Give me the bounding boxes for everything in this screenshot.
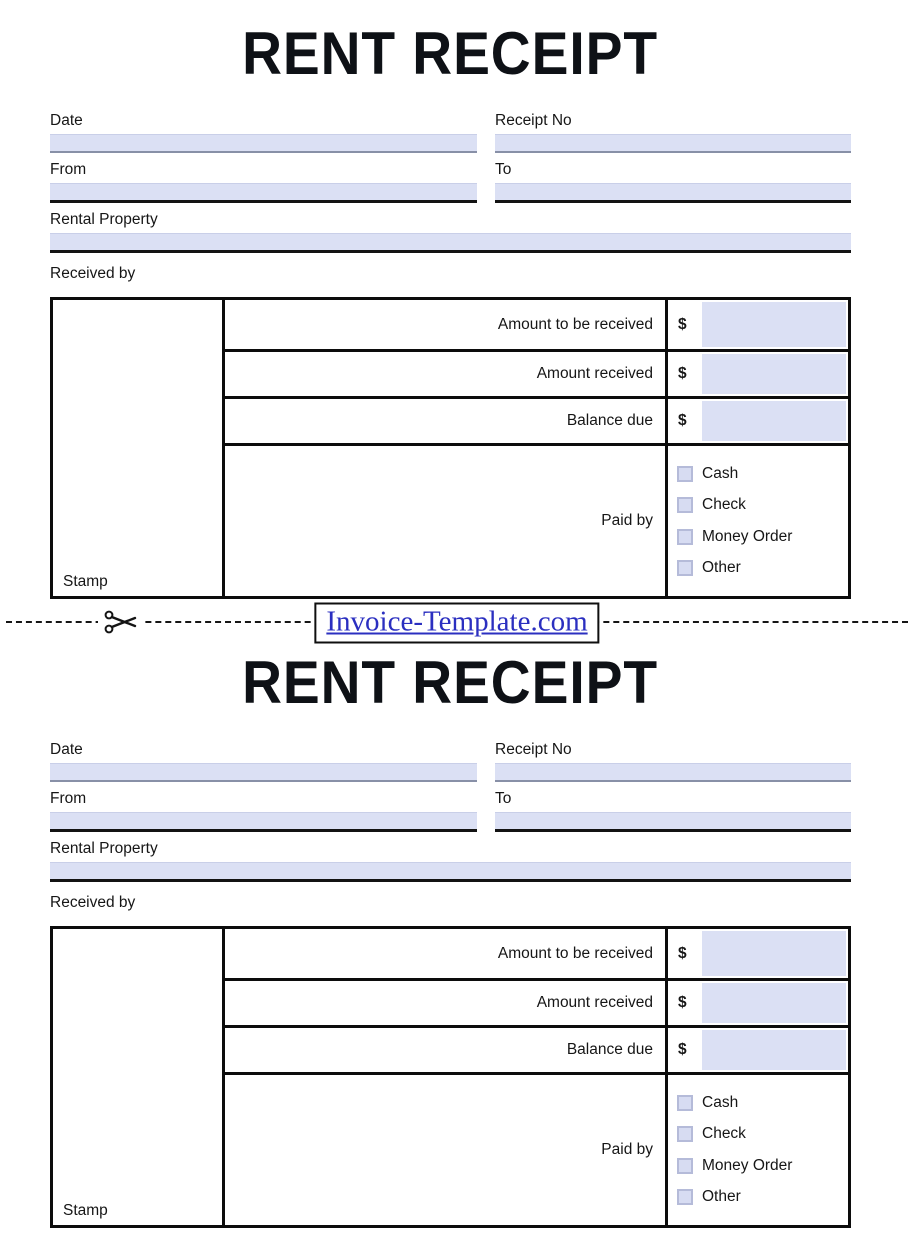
paid-by-options — [665, 446, 848, 596]
balance-due-input[interactable] — [702, 1030, 846, 1070]
rental-property-input[interactable] — [50, 862, 851, 882]
paid-by-option-check — [677, 1125, 844, 1143]
date-label: Date — [50, 112, 83, 129]
amount-received-cell — [665, 981, 848, 1028]
amount-to-be-received-input[interactable] — [702, 931, 846, 976]
date-field — [50, 112, 477, 153]
cut-line-divider — [0, 599, 914, 647]
rental-property-field — [50, 211, 851, 253]
field-row-date-receiptno — [50, 112, 851, 153]
balance-due-label: Balance due — [225, 1028, 665, 1075]
paid-by-option-other — [677, 1188, 844, 1206]
amount-to-be-received-label: Amount to be received — [225, 929, 665, 981]
amount-to-be-received-input[interactable] — [702, 302, 846, 347]
receipt-no-field — [495, 112, 851, 153]
field-row-date-receiptno — [50, 741, 851, 782]
stamp-label: Stamp — [63, 573, 108, 590]
rent-receipt-copy-1 — [50, 22, 851, 599]
field-row-from-to — [50, 790, 851, 832]
currency-symbol: $ — [678, 412, 687, 429]
stamp-cell[interactable] — [53, 300, 225, 596]
amount-received-label: Amount received — [225, 352, 665, 399]
receipt-no-label: Receipt No — [495, 741, 572, 758]
page-title-text: RENT RECEIPT — [242, 20, 659, 87]
paid-by-option-cash — [677, 465, 844, 483]
stamp-cell[interactable] — [53, 929, 225, 1225]
amount-to-be-received-label: Amount to be received — [225, 300, 665, 352]
rental-property-input[interactable] — [50, 233, 851, 253]
currency-symbol: $ — [678, 944, 687, 962]
rental-property-label: Rental Property — [50, 211, 158, 228]
receipt-no-field — [495, 741, 851, 782]
check-checkbox[interactable] — [677, 1126, 693, 1142]
currency-symbol: $ — [678, 994, 687, 1011]
cash-checkbox[interactable] — [677, 466, 693, 482]
scissors-icon — [98, 609, 144, 635]
currency-symbol: $ — [678, 315, 687, 333]
paid-by-option-other — [677, 559, 844, 577]
amount-to-be-received-cell — [665, 929, 848, 981]
money-order-checkbox[interactable] — [677, 1158, 693, 1174]
check-checkbox[interactable] — [677, 497, 693, 513]
to-label: To — [495, 790, 512, 807]
currency-symbol: $ — [678, 1041, 687, 1058]
balance-due-label: Balance due — [225, 399, 665, 446]
stamp-label: Stamp — [63, 1202, 108, 1219]
check-label: Check — [702, 496, 746, 514]
to-field — [495, 161, 851, 203]
paid-by-option-cash — [677, 1094, 844, 1112]
cash-label: Cash — [702, 1094, 739, 1112]
from-input[interactable] — [50, 812, 477, 832]
amount-received-input[interactable] — [702, 354, 846, 394]
cash-label: Cash — [702, 465, 739, 483]
date-label: Date — [50, 741, 83, 758]
other-checkbox[interactable] — [677, 1189, 693, 1205]
money-order-label: Money Order — [702, 1156, 793, 1174]
date-input[interactable] — [50, 763, 477, 782]
date-input[interactable] — [50, 134, 477, 153]
page-title — [50, 22, 851, 86]
page-title-text: RENT RECEIPT — [242, 649, 659, 716]
balance-due-cell — [665, 399, 848, 446]
received-by-label: Received by — [50, 894, 136, 911]
from-input[interactable] — [50, 183, 477, 203]
date-field — [50, 741, 477, 782]
amount-to-be-received-cell — [665, 300, 848, 352]
site-link[interactable]: Invoice-Template.com — [326, 605, 588, 638]
from-field — [50, 161, 477, 203]
cash-checkbox[interactable] — [677, 1095, 693, 1111]
balance-due-input[interactable] — [702, 401, 846, 441]
amount-received-label: Amount received — [225, 981, 665, 1028]
currency-symbol: $ — [678, 365, 687, 382]
balance-due-cell — [665, 1028, 848, 1075]
money-order-label: Money Order — [702, 527, 793, 545]
other-checkbox[interactable] — [677, 560, 693, 576]
to-input[interactable] — [495, 812, 851, 832]
from-label: From — [50, 161, 87, 178]
paid-by-options — [665, 1075, 848, 1225]
from-field — [50, 790, 477, 832]
rent-receipt-copy-2 — [50, 651, 851, 1228]
field-row-from-to — [50, 161, 851, 203]
paid-by-label: Paid by — [601, 1141, 653, 1158]
receipt-no-label: Receipt No — [495, 112, 572, 129]
receipt-no-input[interactable] — [495, 134, 851, 153]
amounts-table — [50, 926, 851, 1228]
paid-by-option-money-order — [677, 528, 844, 546]
site-link-box[interactable] — [314, 603, 599, 644]
paid-by-option-money-order — [677, 1157, 844, 1175]
money-order-checkbox[interactable] — [677, 529, 693, 545]
to-input[interactable] — [495, 183, 851, 203]
received-by-label: Received by — [50, 265, 136, 282]
from-label: From — [50, 790, 87, 807]
to-label: To — [495, 161, 512, 178]
paid-by-label: Paid by — [601, 512, 653, 529]
receipt-no-input[interactable] — [495, 763, 851, 782]
rental-property-field — [50, 840, 851, 882]
check-label: Check — [702, 1125, 746, 1143]
amount-received-cell — [665, 352, 848, 399]
amounts-table — [50, 297, 851, 599]
other-label: Other — [702, 1187, 741, 1205]
other-label: Other — [702, 558, 741, 576]
to-field — [495, 790, 851, 832]
paid-by-option-check — [677, 496, 844, 514]
rental-property-label: Rental Property — [50, 840, 158, 857]
amount-received-input[interactable] — [702, 983, 846, 1023]
page-title — [50, 651, 851, 715]
